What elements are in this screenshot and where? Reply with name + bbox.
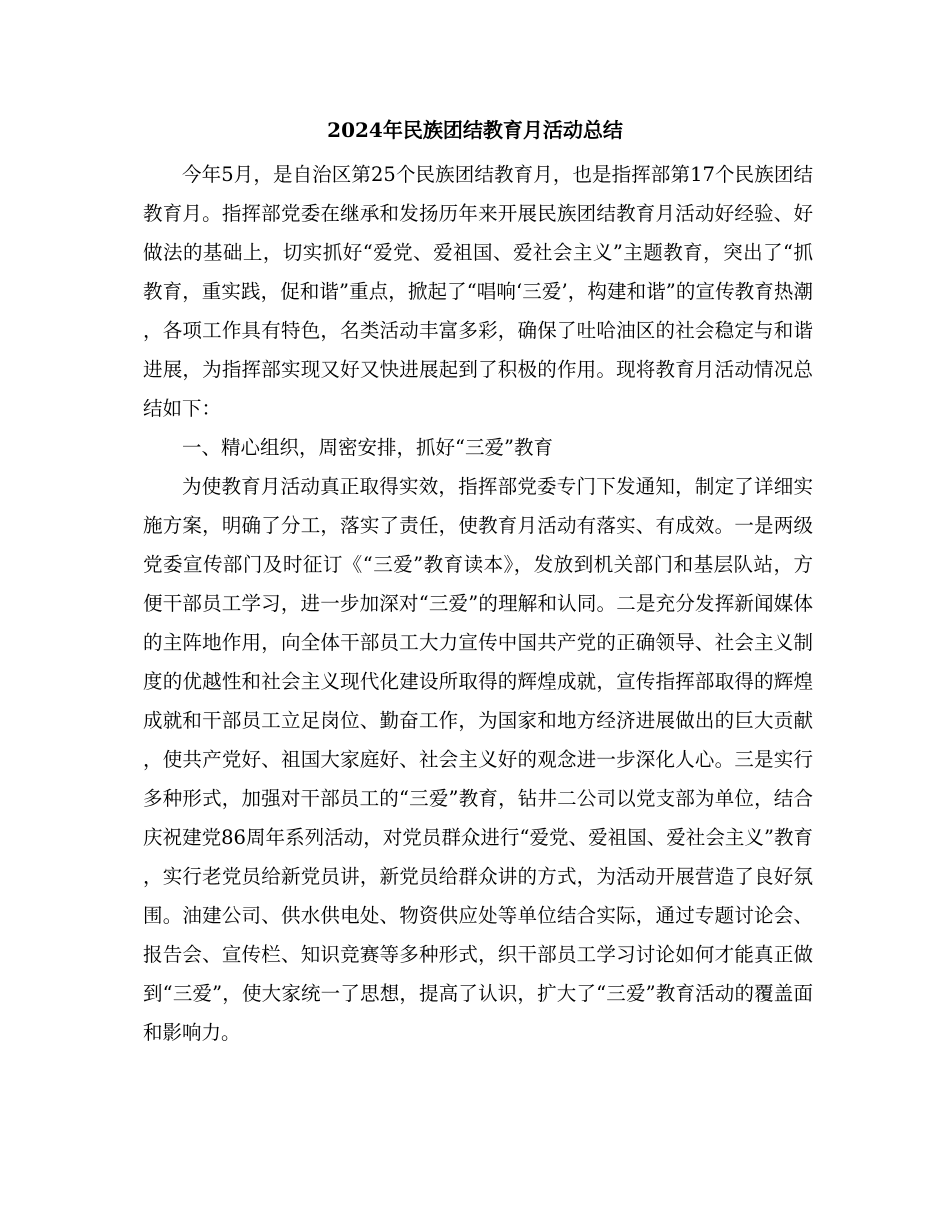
intro-paragraph: 今年5月，是自治区第25个民族团结教育月，也是指挥部第17个民族团结教育月。指挥部党委在继承和发扬历年来开展民族团结教育月活动好经验、好做法的基础上，切实抓好“爱党、爱祖国、爱社会主义”主题教育，突出了“抓教育，重实践，促和谐”重点，掀起了“唱响‘三爱’，构建和谐”的宣传教育热潮，各项工作具有特色，名类活动丰富多彩，确保了吐哈油区的社会稳定与和谐进展，为指挥部实现又好又快进展起到了积极的作用。现将教育月活动情况总结如下： <box>143 163 813 420</box>
section-heading-1: 一、精心组织，周密安排，抓好“三爱”教育 <box>182 436 553 459</box>
section-1-paragraph: 为使教育月活动真正取得实效，指挥部党委专门下发通知，制定了详细实施方案，明确了分工，落实了责任，使教育月活动有落实、有成效。一是两级党委宣传部门及时征订《“三爱”教育读本》，发放到机关部门和基层队站，方便干部员工学习，进一步加深对“三爱”的理解和认同。二是充分发挥新闻媒体的主阵地作用，向全体干部员工大力宣传中国共产党的正确领导、社会主义制度的优越性和社会主义现代化建设所取得的辉煌成就，宣传指挥部取得的辉煌成就和干部员工立足岗位、勤奋工作，为国家和地方经济进展做出的巨大贡献，使共产党好、祖国大家庭好、社会主义好的观念进一步深化人心。三是实行多种形式，加强对干部员工的“三爱”教育，钻井二公司以党支部为单位，结合庆祝建党86周年系列活动，对党员群众进行“爱党、爱祖国、爱社会主义”教育，实行老党员给新党员讲，新党员给群众讲的方式，为活动开展营造了良好氛围。油建公司、供水供电处、物资供应处等单位结合实际，通过专题讨论会、报告会、宣传栏、知识竞赛等多种形式，织干部员工学习讨论如何才能真正做到“三爱”，使大家统一了思想，提高了认识，扩大了“三爱”教育活动的覆盖面和影响力。 <box>143 475 813 1044</box>
document-title: 2024年民族团结教育月活动总结 <box>327 118 623 142</box>
document-body <box>143 155 813 1052</box>
